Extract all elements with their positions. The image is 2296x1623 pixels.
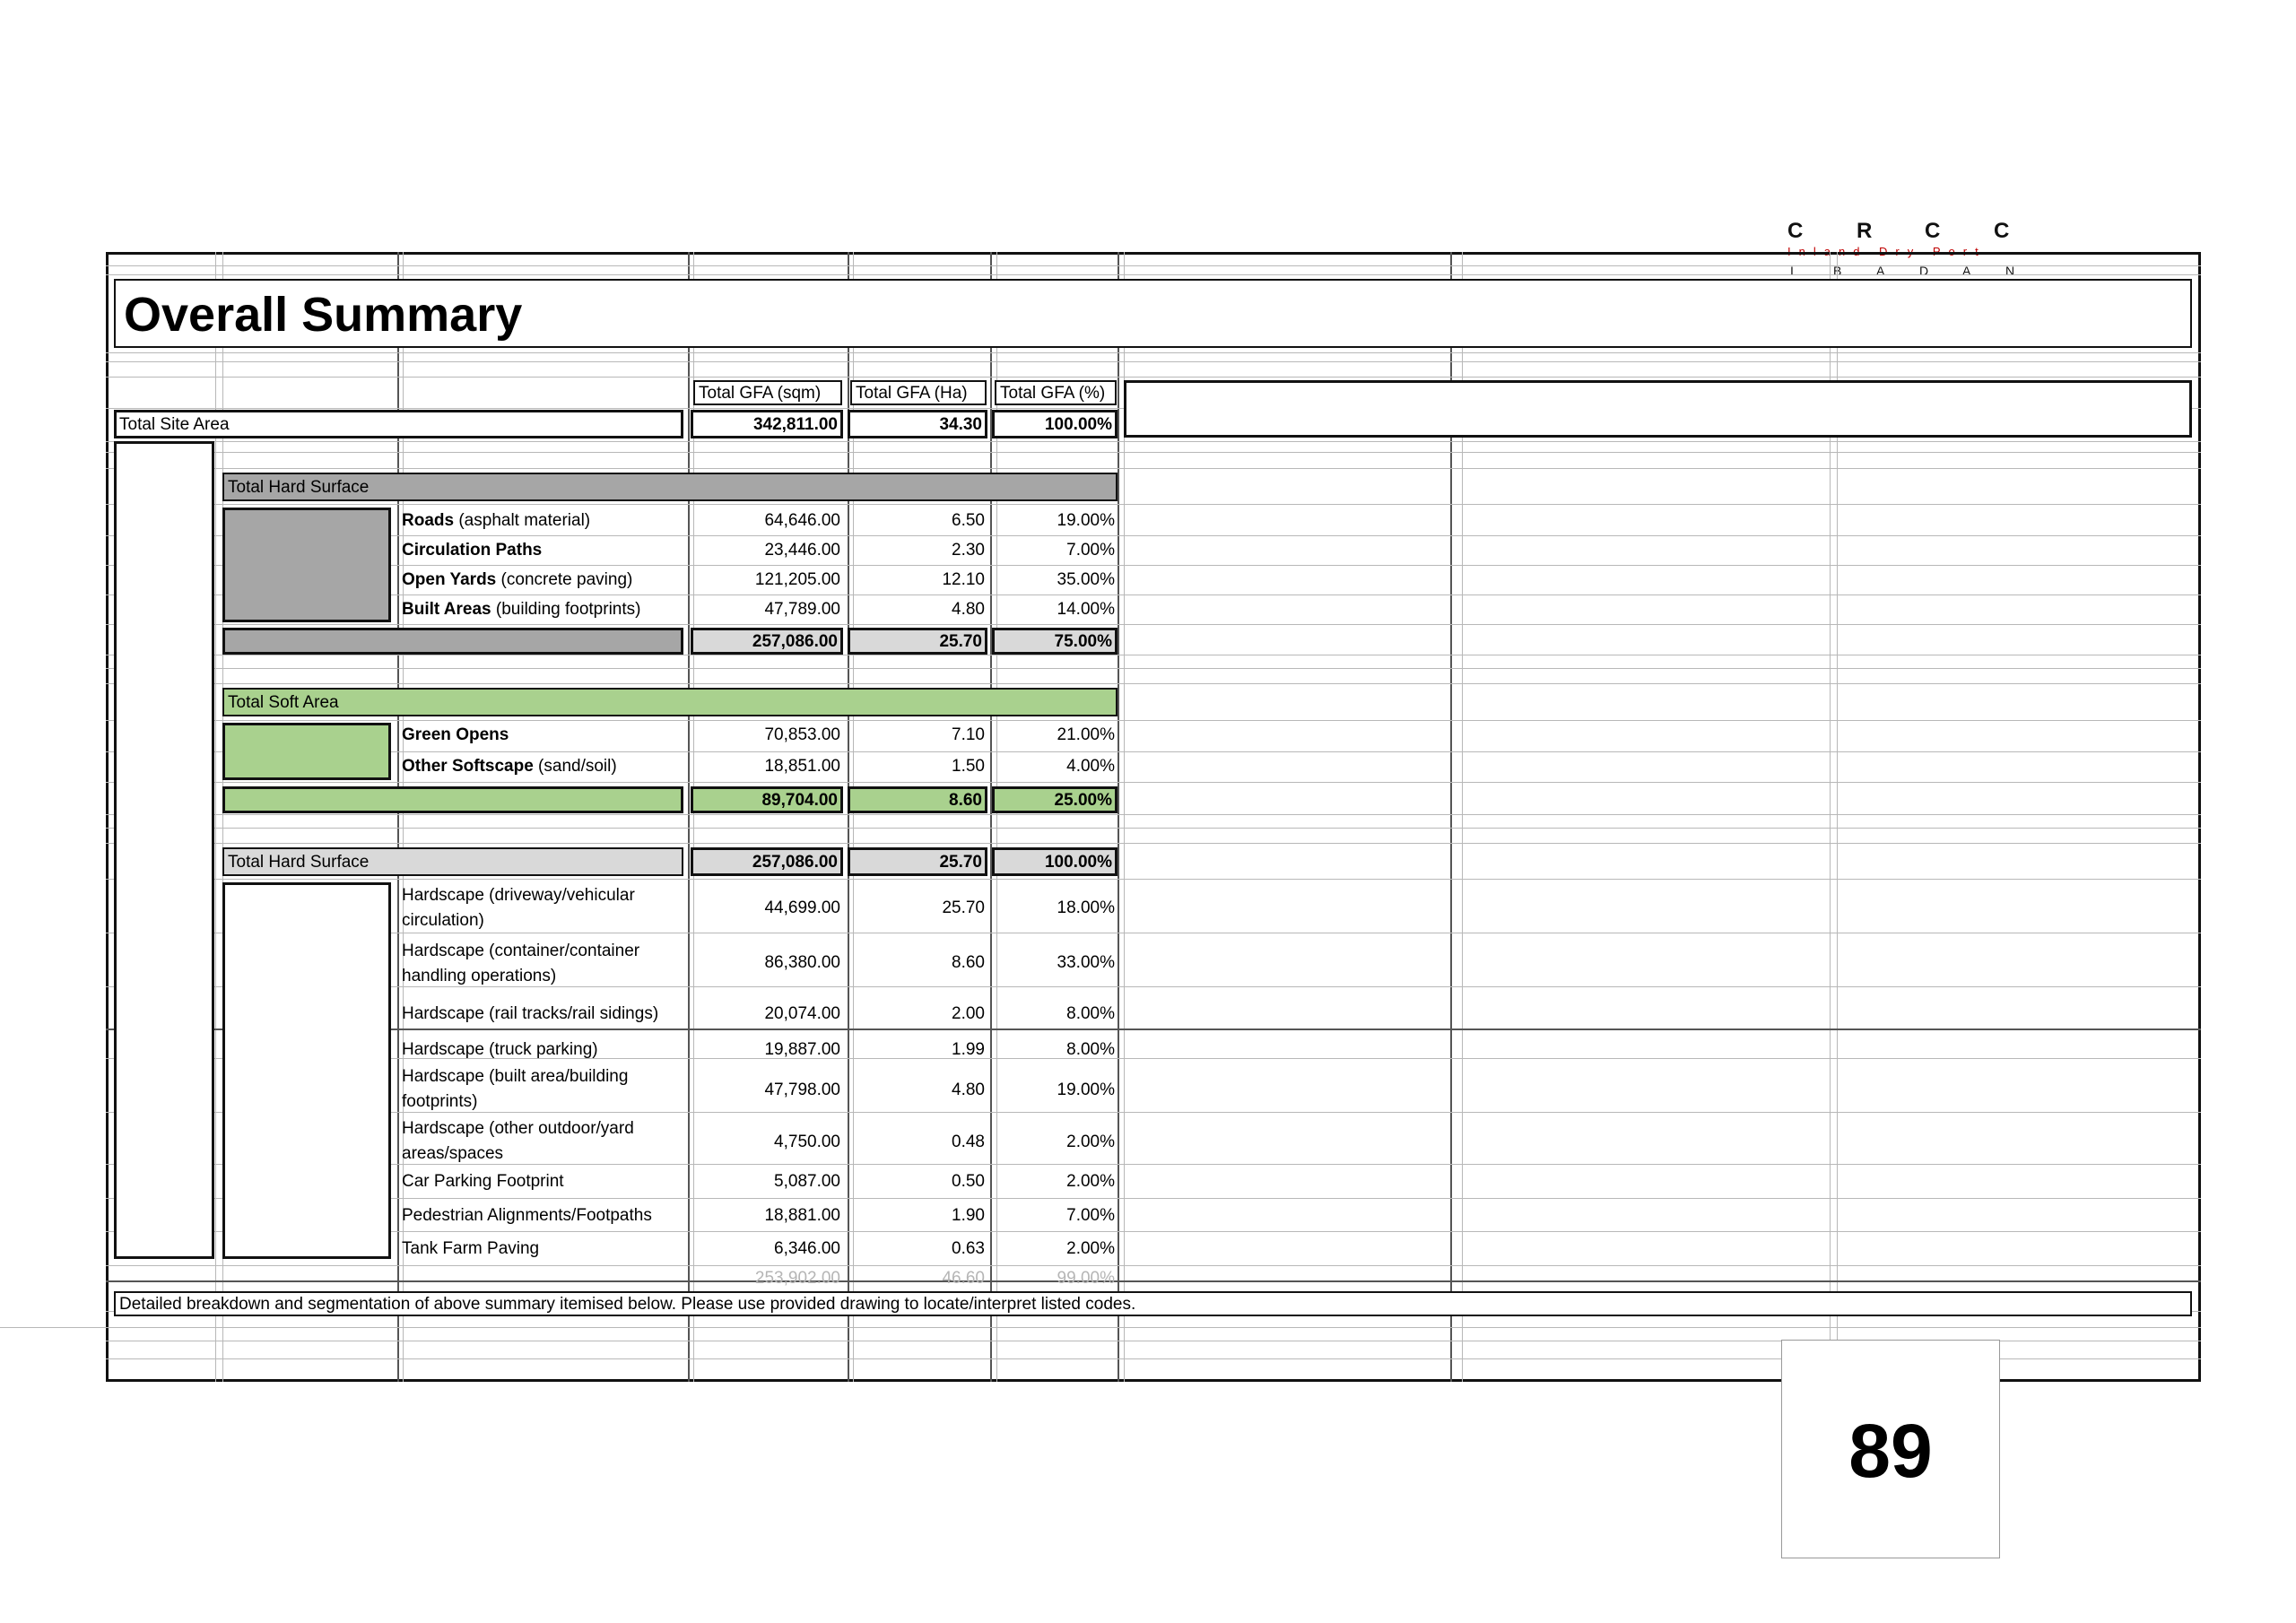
title-box [114, 279, 2192, 348]
soft-total-pct-box: 25.00% [992, 786, 1118, 813]
logo-place-b: B [1833, 264, 1842, 278]
hard-surface-2-swatch [222, 882, 391, 1259]
logo-letter-r: R [1857, 219, 1873, 243]
page-number: 89 [1848, 1409, 1933, 1493]
soft-area-swatch [222, 723, 391, 780]
logo-place-d: D [1919, 264, 1929, 278]
site-sqm: 342,811.00 [752, 415, 838, 434]
logo-place-i: I [1790, 264, 1794, 278]
logo-letter-c2: C [1925, 219, 1941, 243]
soft-total-sqm-box: 89,704.00 [691, 786, 843, 813]
hard2-pct-box: 100.00% [992, 847, 1118, 876]
soft-total-ha-box: 8.60 [848, 786, 987, 813]
right-info-box [1124, 380, 2192, 438]
logo-place-a2: A [1962, 264, 1971, 278]
logo-place-n: N [2005, 264, 2015, 278]
col-header-ha: Total GFA (Ha) [850, 380, 987, 405]
logo-subtitle: Inland Dry Port [1787, 245, 1987, 258]
note-box [114, 1291, 2192, 1316]
hard-surface-2-header: Total Hard Surface [222, 847, 683, 876]
hard2-ha-box: 25.70 [848, 847, 987, 876]
hard-total-sqm-box: 257,086.00 [691, 628, 843, 655]
hard-surface-header: Total Hard Surface [222, 473, 1118, 501]
page-number-box [1781, 1340, 2000, 1558]
site-pct: 100.00% [1044, 415, 1112, 434]
left-column-box [114, 441, 214, 1259]
col-header-sqm: Total GFA (sqm) [693, 380, 842, 405]
site-ha: 34.30 [939, 415, 982, 434]
hard-total-pct-box: 75.00% [992, 628, 1118, 655]
site-label: Total Site Area [119, 415, 230, 434]
page-title: Overall Summary [124, 288, 523, 342]
logo-place-a1: A [1876, 264, 1885, 278]
note-text: Detailed breakdown and segmentation of above summary itemised below. Please use provided drawing to locate/interpret listed codes. [119, 1295, 1136, 1314]
site-pct-box [992, 410, 1118, 438]
hard2-sqm-box: 257,086.00 [691, 847, 843, 876]
site-sqm-box [691, 410, 843, 438]
soft-total-label-box [222, 786, 683, 813]
hard-surface-swatch [222, 508, 391, 622]
hard-total-label-box [222, 628, 683, 655]
col-header-pct: Total GFA (%) [995, 380, 1117, 405]
hard-total-ha-box: 25.70 [848, 628, 987, 655]
site-ha-box [848, 410, 987, 438]
soft-area-header: Total Soft Area [222, 688, 1118, 716]
logo-letter-c1: C [1787, 219, 1804, 243]
site-label-box [114, 410, 683, 438]
logo-letter-c3: C [1994, 219, 2010, 243]
